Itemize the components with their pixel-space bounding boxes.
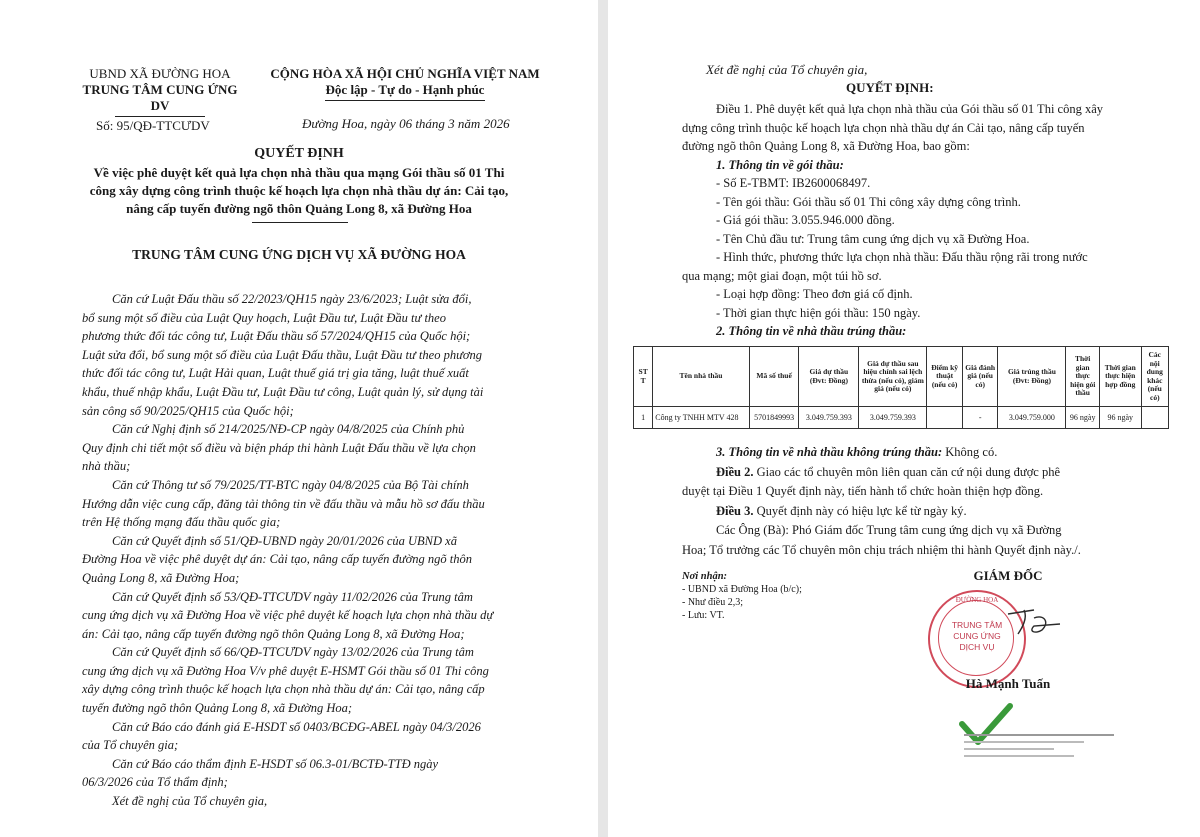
- nation-line-1: CỘNG HÒA XÃ HỘI CHỦ NGHĨA VIỆT NAM: [270, 66, 540, 81]
- nation-underline: [325, 100, 485, 101]
- basis-line: khẩu, thuế nhập khẩu, Luật Đầu tư, Luật Đầu tư công, Luật quản lý, sử dụng tài: [82, 384, 484, 399]
- table-cell: 5701849993: [749, 407, 799, 429]
- table-header: Giá đánh giá (nếu có): [962, 347, 998, 407]
- section-1-item: - Thời gian thực hiện gói thầu: 150 ngày.: [716, 305, 921, 320]
- table-cell: 96 ngày: [1066, 407, 1100, 429]
- basis-line: Căn cứ Quyết định số 66/QĐ-TTCƯDV ngày 13/02/2026 của Trung tâm: [112, 645, 474, 660]
- table-header: ST T: [634, 347, 653, 407]
- basis-line: trên Hệ thống mạng đấu thầu quốc gia;: [82, 515, 281, 530]
- table-header: Giá dự thầu sau hiệu chỉnh sai lệch thừa (nếu có), giảm giá (nếu có): [859, 347, 927, 407]
- table-cell: -: [962, 407, 998, 429]
- stamp-center-text: TRUNG TÂM CUNG ỨNG DỊCH VỤ: [951, 620, 1003, 652]
- table-cell: [927, 407, 963, 429]
- basis-line: Căn cứ Quyết định số 53/QĐ-TTCƯDV ngày 11/02/2026 của Trung tâm: [112, 589, 473, 604]
- table-header: Điểm kỹ thuật (nếu có): [927, 347, 963, 407]
- subject-line: Về việc phê duyệt kết quả lựa chọn nhà thầu qua mạng Gói thầu số 01 Thi: [93, 165, 505, 180]
- basis-line: sản công số 90/2025/QH15 của Quốc hội;: [82, 403, 294, 418]
- table-cell: Công ty TNHH MTV 428: [653, 407, 749, 429]
- table-header: Giá dự thầu (Đvt: Đồng): [799, 347, 859, 407]
- basis-line: Luật sửa đổi, bổ sung một số điều của Luật Đấu thầu, Luật Đầu tư theo phương: [82, 347, 483, 362]
- page-gutter: [598, 0, 608, 837]
- basis-line: 06/3/2026 của Tổ thẩm định;: [82, 775, 228, 790]
- table-cell: [1141, 407, 1168, 429]
- article-3-text: Quyết định này có hiệu lực kể từ ngày ký.: [756, 503, 967, 518]
- section-2-title: 2. Thông tin về nhà thầu trúng thầu:: [716, 324, 907, 338]
- section-1-item: qua mạng; một giai đoạn, một túi hồ sơ.: [682, 268, 882, 283]
- org-line-2: TRUNG TÂM CUNG ỨNG DV: [82, 82, 238, 113]
- table-header: Tên nhà thầu: [653, 347, 749, 407]
- table-header: Mã số thuế: [749, 347, 799, 407]
- basis-line: cung ứng dịch vụ xã Đường Hoa V/v phê duyệt E-HSMT Gói thầu số 01 Thi công: [82, 663, 489, 678]
- signer-title: GIÁM ĐỐC: [973, 568, 1043, 583]
- table-cell: 3.049.759.393: [799, 407, 859, 429]
- recipients-block: [682, 570, 882, 622]
- section-1-item: - Loại hợp đồng: Theo đơn giá cố định.: [716, 287, 913, 301]
- basis-line: Đường Hoa về việc phê duyệt dự án: Cải tạo, nâng cấp tuyến đường ngõ thôn: [82, 552, 472, 567]
- section-1-title: 1. Thông tin về gói thầu:: [716, 157, 844, 172]
- org-header: [80, 66, 240, 117]
- legal-basis: [82, 290, 528, 811]
- digital-signature-line: [964, 734, 1114, 736]
- recipient-item: - Lưu: VT.: [682, 610, 725, 621]
- article-1: [682, 100, 1142, 341]
- basis-line: Căn cứ Thông tư số 79/2025/TT-BTC ngày 04/8/2025 của Bộ Tài chính: [112, 477, 469, 492]
- basis-line: Căn cứ Nghị định số 214/2025/NĐ-CP ngày 04/8/2025 của Chính phủ: [112, 422, 465, 437]
- table-cell: 3.049.759.393: [859, 407, 927, 429]
- article-2-text: Giao các tổ chuyên môn liên quan căn cứ nội dung được phê: [756, 464, 1061, 479]
- basis-line: của Tổ chuyên gia;: [82, 738, 179, 753]
- basis-line: thức đối tác công tư, Luật Hải quan, Luật thuế giá trị gia tăng, luật thuế xuất: [82, 366, 469, 381]
- table-header: Giá trúng thầu (Đvt: Đồng): [998, 347, 1066, 407]
- article-2-label: Điều 2.: [716, 464, 754, 479]
- basis-line: án: Cải tạo, nâng cấp tuyến đường ngõ thôn Quảng Long 8, xã Đường Hoa;: [82, 626, 465, 641]
- document-number: Số: 95/QĐ-TTCƯDV: [96, 118, 210, 133]
- recipient-item: - UBND xã Đường Hoa (b/c);: [682, 584, 802, 595]
- basis-line: cung ứng dịch vụ xã Đường Hoa về việc phê duyệt kế hoạch lựa chọn nhà thầu dự: [82, 608, 494, 623]
- basis-line: Căn cứ Báo cáo đánh giá E-HSDT số 0403/BCĐG-ABEL ngày 04/3/2026: [112, 719, 481, 734]
- table-cell: 1: [634, 407, 653, 429]
- stamp-ring-text: ĐƯỜNG HOA: [955, 596, 999, 604]
- table-header: Các nội dung khác (nếu có): [1141, 347, 1168, 407]
- digital-signature-info: [964, 730, 1134, 762]
- basis-line: Căn cứ Luật Đấu thầu số 22/2023/QH15 ngày 23/6/2023; Luật sửa đổi,: [112, 292, 472, 306]
- article-3: [682, 502, 1152, 522]
- document-page-2: [608, 0, 1200, 837]
- issuing-authority: TRUNG TÂM CUNG ỨNG DỊCH VỤ XÃ ĐƯỜNG HOA: [132, 247, 466, 262]
- basis-line: xây dựng công trình thuộc kế hoạch lựa chọn nhà thầu dự án: Cải tạo, nâng cấp: [82, 682, 485, 697]
- closing-articles: [682, 443, 1152, 560]
- basis-line: Quy định chi tiết một số điều và biện pháp thi hành Luật Đấu thầu về lựa chọn: [82, 440, 476, 455]
- table-header: Thời gian thực hiện hợp đồng: [1099, 347, 1141, 407]
- article-3-label: Điều 3.: [716, 503, 754, 518]
- recipients-line: Các Ông (Bà): Phó Giám đốc Trung tâm cung ứng dịch vụ xã Đường: [716, 523, 1062, 537]
- article-1-line: dựng công trình thuộc kế hoạch lựa chọn nhà thầu dự án Cải tạo, nâng cấp tuyến: [682, 120, 1085, 135]
- org-line-1: UBND XÃ ĐƯỜNG HOA: [89, 66, 231, 81]
- article-1-line: đường ngõ thôn Quảng Long 8, xã Đường Hoa, bao gồm:: [682, 139, 970, 153]
- document-page-1: [0, 0, 598, 837]
- article-1-line: Điều 1. Phê duyệt kết quả lựa chọn nhà thầu của Gói thầu số 01 Thi công xây: [716, 102, 1104, 116]
- section-3-value: Không có.: [945, 445, 998, 459]
- table-header: Thời gian thực hiện gói thầu: [1066, 347, 1100, 407]
- table-cell: 96 ngày: [1099, 407, 1141, 429]
- basis-line: Quảng Long 8, xã Đường Hoa;: [82, 570, 240, 585]
- section-1-item: - Hình thức, phương thức lựa chọn nhà thầu: Đấu thầu rộng rãi trong nước: [716, 250, 1088, 264]
- subject-underline: [252, 222, 348, 223]
- section-3-title: 3. Thông tin về nhà thầu không trúng thầu:: [716, 445, 943, 459]
- section-1-item: - Số E-TBMT: IB2600068497.: [716, 176, 871, 190]
- basis-line: nhà thầu;: [82, 459, 131, 474]
- digital-signature-line: [964, 748, 1054, 750]
- decision-heading: QUYẾT ĐỊNH:: [846, 80, 934, 95]
- basis-line: Xét đề nghị của Tổ chuyên gia,: [112, 794, 268, 809]
- intro-line: Xét đề nghị của Tổ chuyên gia,: [706, 62, 868, 77]
- basis-line: tuyến đường ngõ thôn Quảng Long 8, xã Đường Hoa;: [82, 701, 353, 716]
- basis-line: Căn cứ Quyết định số 51/QĐ-UBND ngày 20/01/2026 của UBND xã: [112, 533, 457, 548]
- basis-line: Hướng dẫn việc cung cấp, đăng tải thông tin về đấu thầu và mẫu hồ sơ đấu thầu: [82, 496, 485, 511]
- article-2: [682, 463, 1152, 483]
- recipient-item: - Như điều 2,3;: [682, 597, 743, 608]
- basis-line: Căn cứ Báo cáo thẩm định E-HSDT số 06.3-01/BCTĐ-TTĐ ngày: [112, 756, 439, 771]
- table-header-row: [634, 347, 1169, 407]
- subject: [60, 164, 538, 218]
- section-1-item: - Giá gói thầu: 3.055.946.000 đồng.: [716, 213, 895, 227]
- subject-line: công xây dựng công trình thuộc kế hoạch lựa chọn nhà thầu dự án: Cải tạo,: [89, 183, 509, 198]
- nation-line-2: Độc lập - Tự do - Hạnh phúc: [325, 82, 485, 97]
- digital-signature-line: [964, 755, 1074, 757]
- section-1-item: - Tên Chủ đầu tư: Trung tâm cung ứng dịch vụ xã Đường Hoa.: [716, 231, 1030, 246]
- recipients-line: Hoa; Tổ trưởng các Tổ chuyên môn chịu trách nhiệm thi hành Quyết định này./.: [682, 542, 1081, 557]
- subject-line: nâng cấp tuyến đường ngõ thôn Quảng Long 8, xã Đường Hoa: [126, 201, 472, 216]
- winning-bidder-table: [633, 346, 1169, 429]
- national-motto: [255, 66, 555, 101]
- signature-icon: [1004, 604, 1064, 644]
- org-underline: [115, 116, 205, 117]
- article-2-text: duyệt tại Điều 1 Quyết định này, tiến hành tổ chức hoàn thiện hợp đồng.: [682, 484, 1044, 498]
- document-type: QUYẾT ĐỊNH: [254, 146, 344, 161]
- basis-line: phương thức đối tác công tư, Luật Đấu thầu số 57/2024/QH15 của Quốc hội;: [82, 329, 471, 344]
- section-1-item: - Tên gói thầu: Gói thầu số 01 Thi công xây dựng công trình.: [716, 194, 1021, 209]
- signer-name: Hà Mạnh Tuấn: [965, 676, 1051, 691]
- table-cell: 3.049.759.000: [998, 407, 1066, 429]
- digital-signature-line: [964, 741, 1084, 743]
- recipients-title: Nơi nhận:: [682, 571, 728, 582]
- table-row: [634, 407, 1169, 429]
- section-3: [682, 443, 1152, 463]
- place-date: Đường Hoa, ngày 06 tháng 3 năm 2026: [302, 116, 510, 131]
- basis-line: bổ sung một số điều của Luật Quy hoạch, Luật Đầu tư, Luật Đầu tư theo: [82, 310, 446, 325]
